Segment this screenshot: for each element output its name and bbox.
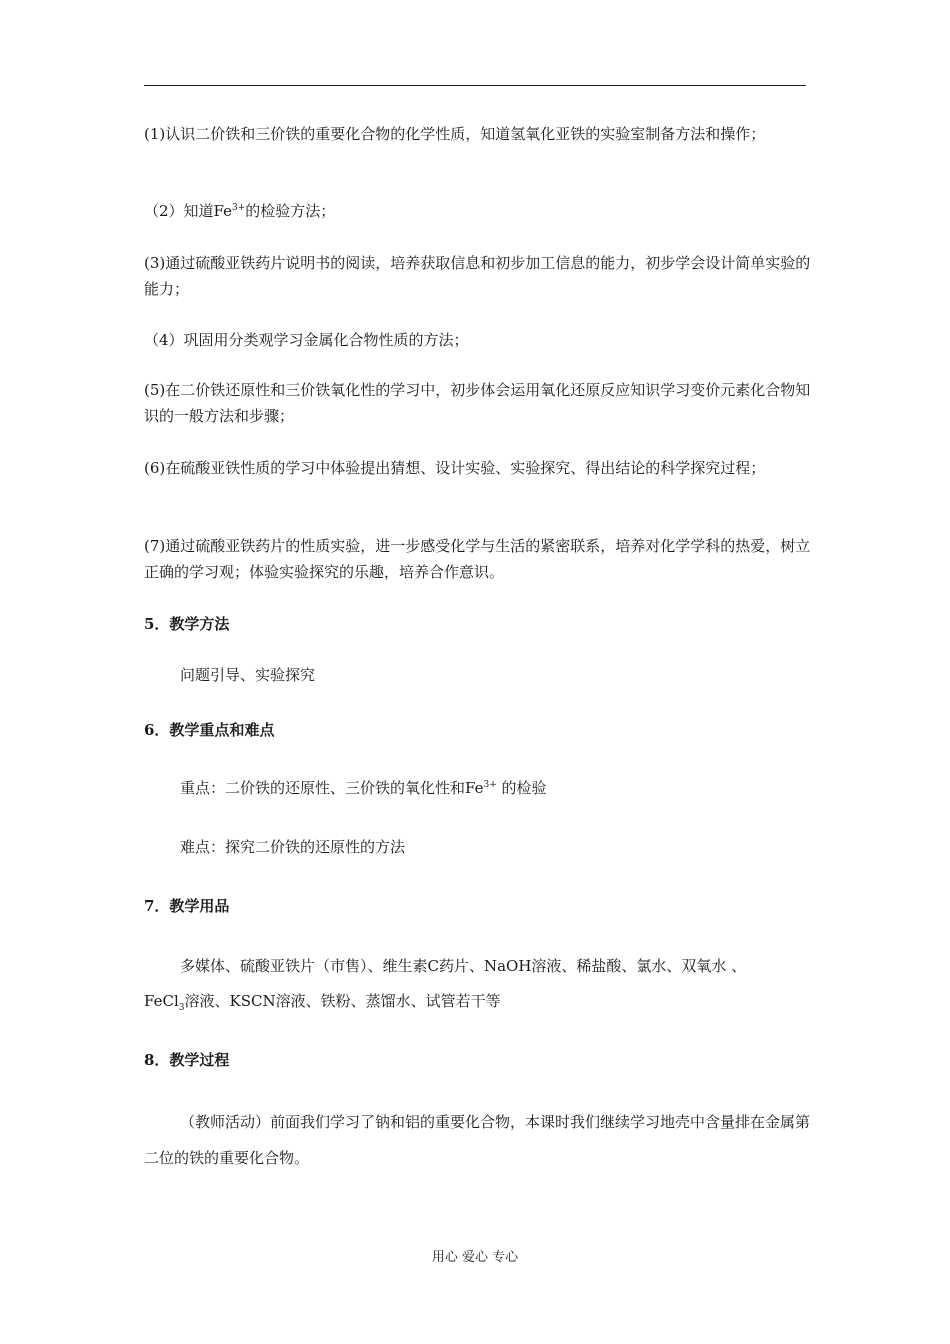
objective-2-text: （2）知道Fe: [144, 202, 233, 220]
key-point-text-end: 的检验: [496, 779, 547, 797]
superscript-charge: 3+: [483, 780, 497, 790]
section-5-body: 问题引导、实验探究: [180, 666, 316, 684]
section-7-heading: 7．教学用品: [144, 897, 230, 915]
section-8-heading: 8．教学过程: [144, 1051, 230, 1069]
objective-5: (5)在二价铁还原性和三价铁氧化性的学习中，初步体会运用氧化还原反应知识学习变价元素化合物知识的一般方法和步骤；: [144, 381, 811, 425]
objective-4: （4）巩固用分类观学习金属化合物性质的方法；: [144, 331, 469, 349]
objective-1: (1)认识二价铁和三价铁的重要化合物的化学性质，知道氢氧化亚铁的实验室制备方法和操作；: [144, 125, 766, 143]
objective-2: [144, 198, 812, 224]
section-8-body: （教师活动）前面我们学习了钠和铝的重要化合物，本课时我们继续学习地壳中含量排在金属第二位的铁的重要化合物。: [144, 1113, 811, 1167]
formula-text: FeCl: [144, 992, 179, 1010]
section-7-line-2: [144, 988, 812, 1014]
subscript-number: 3: [178, 1003, 185, 1013]
objective-7: (7)通过硫酸亚铁药片的性质实验，进一步感受化学与生活的紧密联系，培养对化学学科的热爱，树立正确的学习观；体验实验探究的乐趣，培养合作意识。: [144, 537, 811, 581]
section-6-key-point: [180, 775, 812, 801]
page-footer: 用心 爱心 专心: [431, 1250, 519, 1265]
superscript-charge: 3+: [232, 203, 246, 213]
header-rule: [144, 85, 806, 86]
objective-3: (3)通过硫酸亚铁药片说明书的阅读，培养获取信息和初步加工信息的能力，初步学会设计简单实验的能力；: [144, 254, 811, 298]
objective-6: (6)在硫酸亚铁性质的学习中体验提出猜想、设计实验、实验探究、得出结论的科学探究过程；: [144, 459, 766, 477]
section-7-line-2-text: 溶液、KSCN溶液、铁粉、蒸馏水、试管若干等: [184, 992, 501, 1010]
section-7-line-1: 多媒体、硫酸亚铁片（市售）、维生素C药片、NaOH溶液、稀盐酸、氯水、双氧水 、: [180, 957, 747, 975]
section-6-heading: 6．教学重点和难点: [144, 721, 275, 739]
section-5-heading: 5．教学方法: [144, 615, 230, 633]
key-point-text: 重点：二价铁的还原性、三价铁的氧化性和Fe: [180, 779, 484, 797]
objective-2-text-end: 的检验方法；: [245, 202, 336, 220]
section-6-difficulty: 难点：探究二价铁的还原性的方法: [180, 838, 406, 856]
